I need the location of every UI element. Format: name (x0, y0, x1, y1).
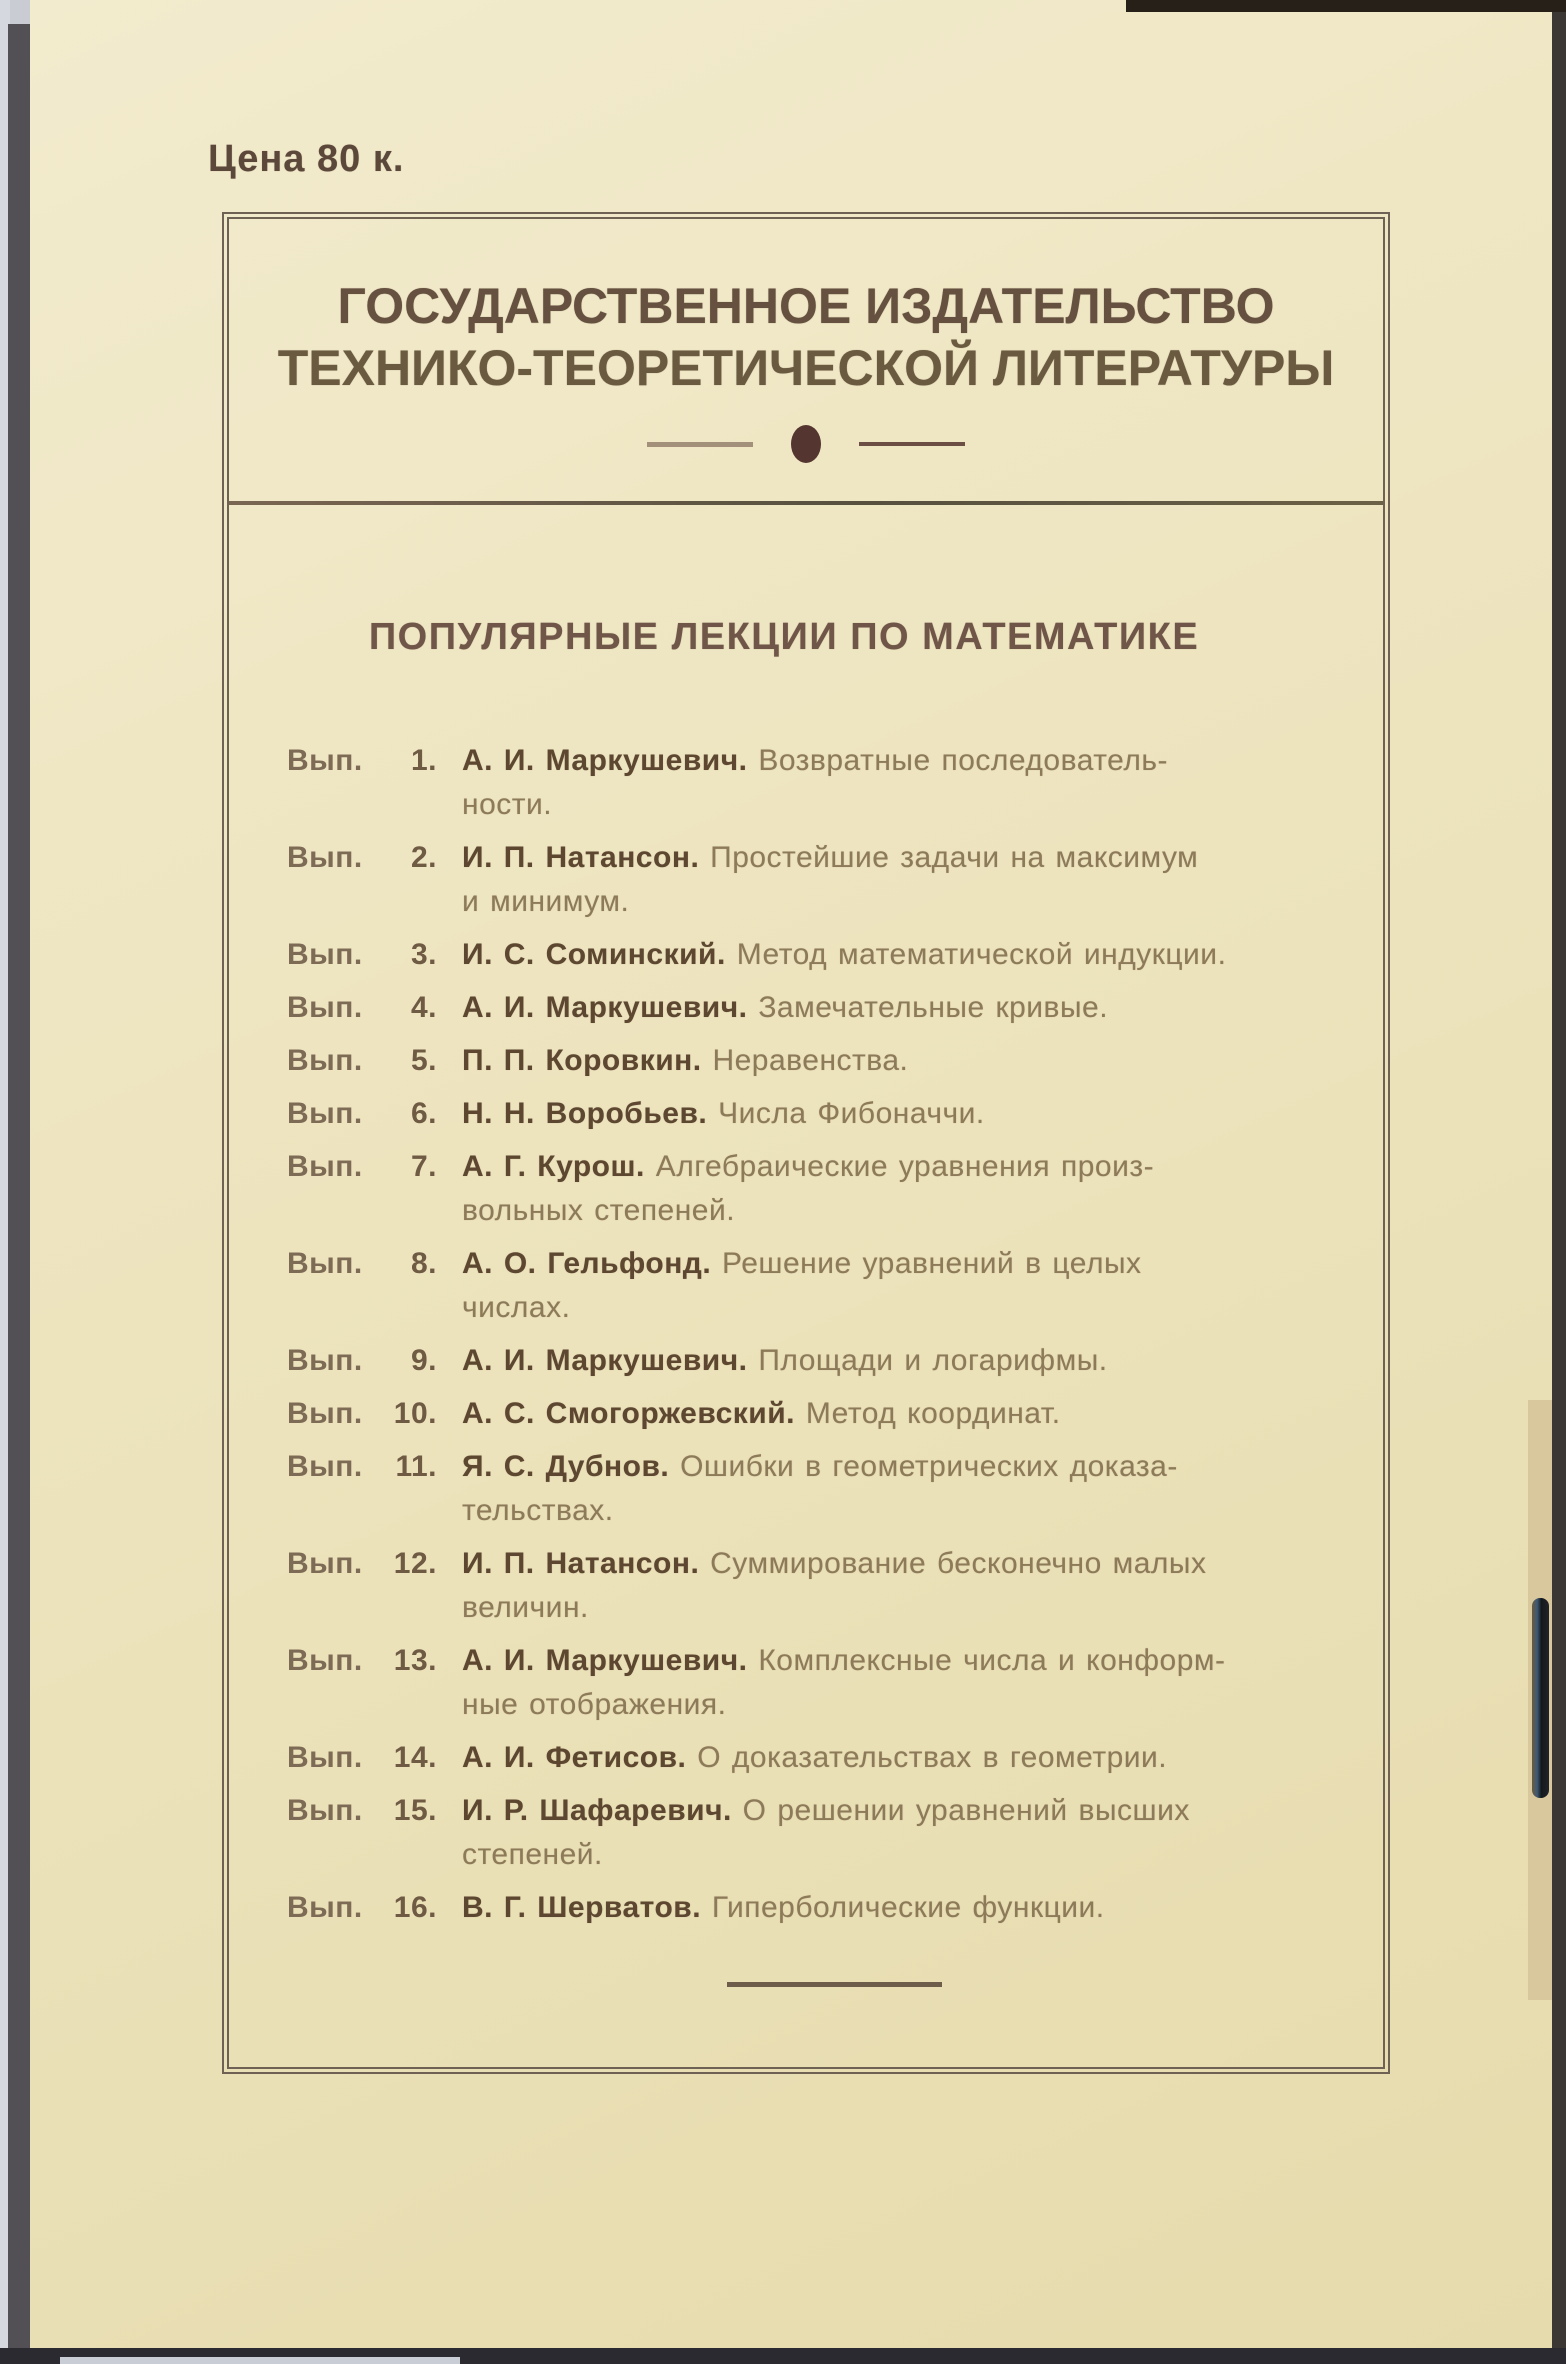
ornament-divider (229, 423, 1383, 465)
issue-number: 15. (393, 1794, 437, 1827)
issue-text (437, 1639, 1345, 1727)
issue-number: 8. (410, 1247, 437, 1280)
issue-label: Вып. (287, 991, 363, 1024)
issue-number: 11. (395, 1450, 437, 1483)
issue-label: Вып. (287, 1794, 363, 1827)
issue-number: 9. (410, 1344, 437, 1377)
issue-author: А. И. Маркушевич. (462, 744, 748, 777)
list-item (287, 1039, 1345, 1083)
issue-label: Вып. (287, 1150, 363, 1183)
issue-text (437, 1886, 1345, 1930)
issue-title-line2: степеней. (462, 1838, 603, 1871)
issue-author: А. О. Гельфонд. (462, 1247, 712, 1280)
issue-title-line2: ные отображения. (462, 1688, 727, 1721)
issue-number: 4. (410, 991, 437, 1024)
issue-text (437, 986, 1345, 1030)
issue-list (229, 739, 1383, 1930)
issue-number: 14. (393, 1741, 437, 1774)
list-item (287, 1789, 1345, 1877)
issue-label: Вып. (287, 841, 363, 874)
list-item (287, 836, 1345, 924)
binding-mark (1532, 1598, 1549, 1798)
issue-number: 13. (393, 1644, 437, 1677)
issue-number: 5. (410, 1044, 437, 1077)
issue-label: Вып. (287, 1644, 363, 1677)
list-item (287, 1339, 1345, 1383)
issue-title-line1: Метод математической индукции. (736, 938, 1227, 971)
issue-author: П. П. Коровкин. (462, 1044, 702, 1077)
scan-edge-top-right (1126, 0, 1566, 12)
issue-text (437, 1542, 1345, 1630)
issue-text (437, 1789, 1345, 1877)
issue-title-line1: Возвратные последователь- (758, 744, 1168, 777)
issue-author: И. П. Натансон. (462, 1547, 700, 1580)
issue-title-line2: тельствах. (462, 1494, 614, 1527)
issue-text (437, 1145, 1345, 1233)
issue-number: 16. (393, 1891, 437, 1924)
issue-label: Вып. (287, 1741, 363, 1774)
publisher-name-line2: ТЕХНИКО-ТЕОРЕТИЧЕСКОЙ ЛИТЕРАТУРЫ (277, 340, 1335, 396)
issue-author: Я. С. Дубнов. (462, 1450, 670, 1483)
issue-text (437, 1392, 1345, 1436)
issue-label: Вып. (287, 744, 363, 777)
closing-rule (727, 1982, 942, 1987)
issue-author: А. И. Маркушевич. (462, 1344, 748, 1377)
issue-title-line1: Числа Фибоначчи. (718, 1097, 985, 1130)
divider-dash-right (859, 442, 965, 446)
issue-text (437, 1039, 1345, 1083)
list-item (287, 1092, 1345, 1136)
issue-number: 1. (410, 744, 437, 777)
issue-author: И. П. Натансон. (462, 841, 700, 874)
issue-number: 3. (410, 938, 437, 971)
list-item (287, 1736, 1345, 1780)
issue-number: 12. (393, 1547, 437, 1580)
book-back-cover (30, 0, 1552, 2350)
issue-title-line1: Суммирование бесконечно малых (710, 1547, 1207, 1580)
list-item (287, 1445, 1345, 1533)
issue-title-line2: ности. (462, 788, 553, 821)
series-title: ПОПУЛЯРНЫЕ ЛЕКЦИИ ПО МАТЕМАТИКЕ (368, 616, 1200, 658)
issue-text (437, 739, 1345, 827)
issue-text (437, 1445, 1345, 1533)
issue-label: Вып. (287, 1247, 363, 1280)
issue-title-line1: Замечательные кривые. (758, 991, 1109, 1024)
issue-text (437, 1092, 1345, 1136)
issue-label: Вып. (287, 1891, 363, 1924)
issue-number: 6. (410, 1097, 437, 1130)
issue-author: Н. Н. Воробьев. (462, 1097, 708, 1130)
issue-author: И. С. Соминский. (462, 938, 726, 971)
issue-label: Вып. (287, 1547, 363, 1580)
issue-number: 7. (410, 1150, 437, 1183)
publisher-name-line1: ГОСУДАРСТВЕННОЕ ИЗДАТЕЛЬСТВО (337, 278, 1275, 334)
list-item (287, 1392, 1345, 1436)
issue-number: 10. (393, 1397, 437, 1430)
issue-title-line1: Решение уравнений в целых (722, 1247, 1142, 1280)
issue-label: Вып. (287, 1044, 363, 1077)
issue-author: А. С. Смогоржевский. (462, 1397, 795, 1430)
issue-title-line1: Ошибки в геометрических доказа- (680, 1450, 1178, 1483)
issue-label: Вып. (287, 1097, 363, 1130)
issue-author: А. И. Фетисов. (462, 1741, 687, 1774)
issue-title-line1: Комплексные числа и конформ- (758, 1644, 1226, 1677)
scan-edge-bottom-sliver (60, 2357, 460, 2364)
issue-text (437, 1736, 1345, 1780)
issue-title-line1: Метод координат. (805, 1397, 1061, 1430)
list-item (287, 1639, 1345, 1727)
list-item (287, 1542, 1345, 1630)
issue-title-line1: Алгебраические уравнения произ- (655, 1150, 1155, 1183)
issue-title-line1: Гиперболические функции. (711, 1891, 1105, 1924)
issue-title-line1: Простейшие задачи на максимум (710, 841, 1199, 874)
issue-author: А. И. Маркушевич. (462, 991, 748, 1024)
divider-dot (791, 425, 821, 463)
issue-author: В. Г. Шерватов. (462, 1891, 702, 1924)
issue-author: И. Р. Шафаревич. (462, 1794, 732, 1827)
issue-title-line1: О доказательствах в геометрии. (697, 1741, 1168, 1774)
issue-label: Вып. (287, 1450, 363, 1483)
issue-title-line2: величин. (462, 1591, 589, 1624)
issue-label: Вып. (287, 1397, 363, 1430)
divider-dash-left (647, 442, 753, 447)
issue-title-line1: О решении уравнений высших (742, 1794, 1190, 1827)
issue-text (437, 933, 1345, 977)
issue-text (437, 1339, 1345, 1383)
list-item (287, 739, 1345, 827)
issue-label: Вып. (287, 938, 363, 971)
list-item (287, 1242, 1345, 1330)
issue-title-line1: Площади и логарифмы. (758, 1344, 1108, 1377)
issue-title-line2: числах. (462, 1291, 571, 1324)
price-label: Цена 80 к. (208, 138, 405, 180)
issue-title-line2: вольных степеней. (462, 1194, 736, 1227)
scan-edge-right-dark (1552, 0, 1566, 2364)
issue-author: А. И. Маркушевич. (462, 1644, 748, 1677)
issue-title-line1: Неравенства. (712, 1044, 909, 1077)
list-item (287, 986, 1345, 1030)
scan-edge-left-dark (8, 24, 30, 2350)
issue-label: Вып. (287, 1344, 363, 1377)
list-item (287, 933, 1345, 977)
issue-title-line2: и минимум. (462, 885, 630, 918)
list-item (287, 1886, 1345, 1930)
issue-number: 2. (410, 841, 437, 874)
content-frame (222, 212, 1390, 2074)
issue-author: А. Г. Курош. (462, 1150, 645, 1183)
list-item (287, 1145, 1345, 1233)
issue-text (437, 1242, 1345, 1330)
horizontal-rule (229, 501, 1383, 505)
issue-text (437, 836, 1345, 924)
